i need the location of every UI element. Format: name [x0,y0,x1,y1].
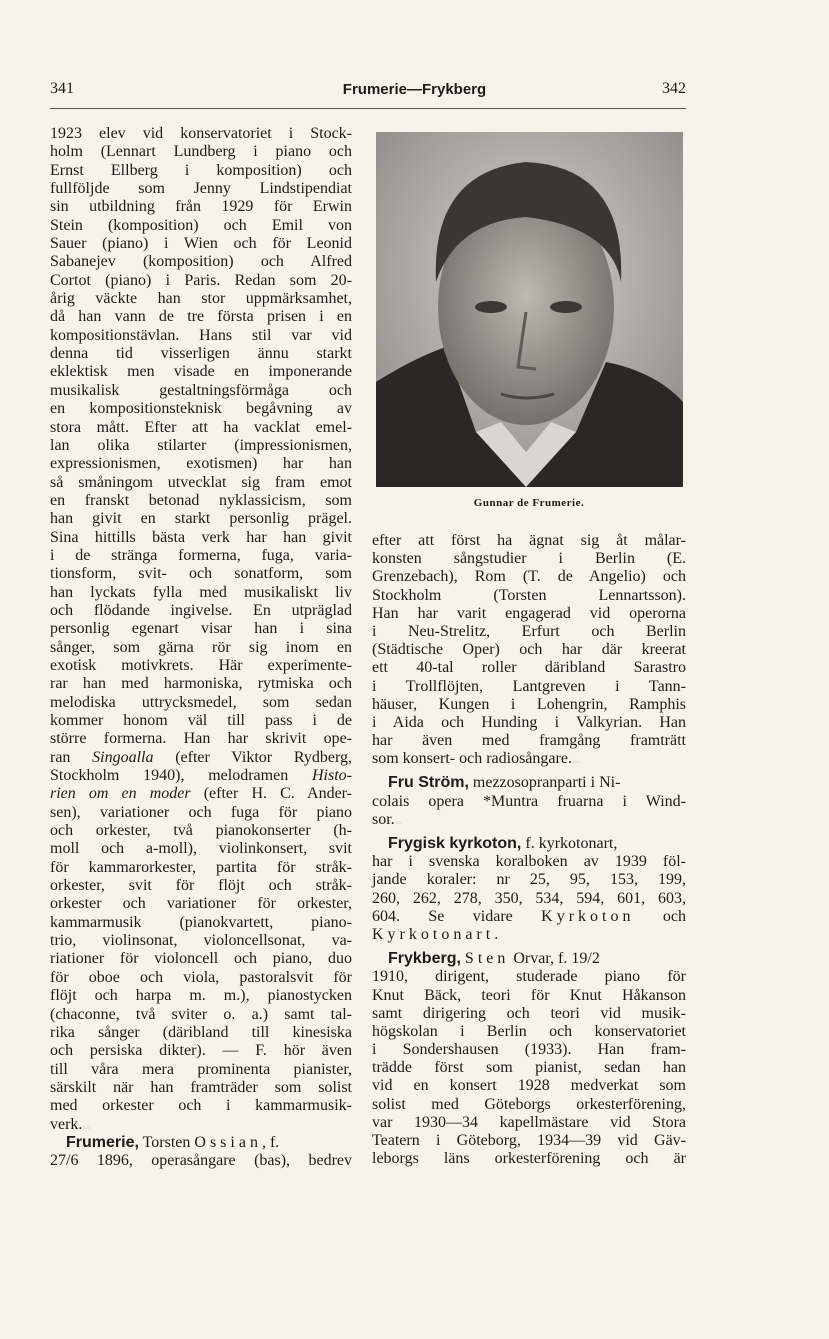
text-line: trio, violinsonat, violoncellsonat, va- [50,932,352,950]
text-line [372,926,686,944]
right-column [372,532,686,1168]
spaced-name: Ossian [194,1133,262,1151]
text-line: till våra mera prominenta pianister, [50,1060,352,1078]
italic-title: rien om en moder [50,785,191,803]
paragraph-end-marker: |last [82,1125,91,1131]
text-line: som konsert- och radiosångare.|last [372,750,580,768]
text-line: och flödande ingivelse. En utpräglad [50,601,352,619]
text-line: musikalisk gestaltningsförmåga och [50,381,352,399]
text-line: verk.|last [50,1115,91,1133]
text-line: fullföljde som Jenny Lindstipendiat [50,180,352,198]
text-line: flöjt och harpa m. m.), pianostycken [50,987,352,1005]
text-line: exotisk motivkrets. Här experimente- [50,656,352,674]
left-column [50,125,352,1171]
text-line: lan olika stilarter (impressionismen, [50,436,352,454]
entry-headword: Fru Ström, [388,774,469,792]
portrait-photo [376,132,683,487]
entry-headword: Frumerie, [66,1133,139,1151]
text-line: tionsform, svit- och sonatform, som [50,565,352,583]
text-segment: (efter H. C. Ander- [190,785,353,803]
text-line: holm (Lennart Lundberg i piano och [50,143,352,161]
text-line: och orkester, två pianokonserter (h- [50,822,352,840]
spaced-name: Sten [464,950,510,968]
text-line: eklektisk men visade en imponerande [50,363,352,381]
text-line: med orkester och i kammarmusik- [50,1097,352,1115]
text-line: 260, 262, 278, 350, 534, 594, 601, 603, [372,889,686,907]
text-line: större formerna. Han har skrivit ope- [50,730,352,748]
left-page-number: 341 [50,80,74,97]
text-line: leborgs läns orkesterförening och är [372,1150,686,1168]
text-line: och persiska dikter). — F. hör även [50,1042,352,1060]
text-line: orkester och variationer för orkester, [50,895,352,913]
text-line: Teatern i Göteborg, 1934—39 vid Gäv- [372,1132,686,1149]
text-line: personlig egenart visar han i sina [50,620,352,638]
text-line: kompositionstävlan. Hans stil var vid [50,326,352,344]
text-line: då han vann de tre första prisen i en [50,308,352,326]
text-line: Sauer (piano) i Wien och för Leonid [50,235,352,253]
text-line [372,908,686,926]
text-line: årig väckte han stor uppmärksamhet, [50,290,352,308]
paragraph-end-marker: |last [394,820,403,826]
text-line: Grenzebach), Rom (T. de Angelio) och [372,568,686,586]
text-segment: 604. Se vidare [372,907,542,925]
text-line: colais opera *Muntra fruarna i Wind- [372,792,686,810]
running-head-title: Frumerie—Frykberg [342,81,487,98]
entry-headword: Frykberg, [388,950,461,968]
text-line: 1910, dirigent, studerade piano för [372,968,686,986]
text-segment: mezzosopranparti i Ni- [468,774,621,792]
text-line: orkester, svit för flöjt och stråk- [50,877,352,895]
text-segment: f. kyrkotonart, [521,835,618,852]
text-line: Sina hittills bästa verk har han givit [50,528,352,546]
text-segment: (efter Viktor Rydberg, [153,748,352,766]
text-line: moll och a-moll), violinkonsert, svit [50,840,352,858]
text-line: Stein (komposition) och Emil von [50,216,352,234]
text-line: stora mått. Efter att ha vacklat emel- [50,418,352,436]
entry-headword: Frygisk kyrkoton, [388,835,522,852]
italic-title: Histo- [312,767,352,785]
right-page-number: 342 [662,80,686,97]
text-line: i Neu-Strelitz, Erfurt och Berlin [372,622,686,640]
text-line: vid en konsert 1928 medverkat som [372,1077,686,1095]
text-line: konsten sångstudier i Berlin (E. [372,550,686,568]
text-line: i Trollflöjten, Lantgreven i Tann- [372,677,686,695]
text-segment: Stockholm 1940), melodramen [50,767,312,785]
text-line: sånger, som gärna rör sig inom en [50,638,352,656]
text-line: 1923 elev vid konservatoriet i Stock- [50,125,352,142]
spaced-name: Kyrkotonart [372,925,495,943]
text-line: denna tid visserligen ännu starkt [50,345,352,363]
paragraph-end-marker: |last [571,760,580,766]
text-line: en kompositionsteknisk begåvning av [50,400,352,418]
text-segment: Torsten [138,1133,195,1151]
text-line: högskolan i Berlin och konservatoriet [372,1022,686,1040]
text-line [50,749,352,767]
text-line: expressionismen, exotismen) har han [50,455,352,473]
text-line: riationer för violoncell och piano, duo [50,950,352,968]
text-line [372,774,686,792]
text-line: Knut Bäck, teori för Knut Håkanson [372,986,686,1004]
header-rule [50,108,686,109]
text-line: Ernst Ellberg i komposition) och [50,161,352,179]
text-line: (Städtische Oper) och har där kreerat [372,641,686,659]
text-line: i Aida och Hunding i Valkyrian. Han [372,713,686,731]
text-line: i Sondershausen (1933). Han fram- [372,1041,686,1059]
text-line: har även med framgång framträtt [372,732,686,750]
text-line: 27/6 1896, operasångare (bas), bedrev [50,1152,352,1170]
text-line [372,835,686,853]
text-line: kammarmusik (pianokvartett, piano- [50,913,352,931]
text-line: Han har varit engagerad vid operorna [372,604,686,622]
text-line: häuser, Kungen i Lohengrin, Ramphis [372,695,686,713]
text-line: var 1930—34 kapellmästare vid Stora [372,1113,686,1131]
photo-caption: Gunnar de Frumerie. [473,497,585,509]
text-line: för oboe och viola, pastoralsvit för [50,968,352,986]
text-line: sen), variationer och fuga för piano [50,803,352,821]
text-line: efter att först ha ägnat sig åt målar- [372,532,686,549]
text-line: jande koraler: nr 25, 95, 153, 199, [372,871,686,889]
text-segment: Orvar, f. 19/2 [509,950,600,968]
text-line: rar han med harmoniska, rytmiska och [50,675,352,693]
text-line: sor.|last [372,810,403,828]
text-line: samt dirigering och teori vid musik- [372,1004,686,1022]
text-line: för kammarorkester, partita för stråk- [50,858,352,876]
text-line: sin utbildning från 1929 för Erwin [50,198,352,216]
text-segment: , f. [261,1133,280,1151]
spaced-name: Kyrkoton [541,907,635,925]
text-line: kommer honom väl till pass i de [50,712,352,729]
text-line: solist med Göteborgs orkesterförening, [372,1095,686,1113]
italic-title: Singoalla [92,748,154,766]
text-line: han lyckats fylla med musikaliskt liv [50,583,352,601]
text-line: han givit en starkt personlig prägel. [50,510,352,528]
text-line: i de stränga formerna, fuga, varia- [50,546,352,564]
text-line: har i svenska koralboken av 1939 föl- [372,853,686,871]
text-line [50,1134,352,1152]
text-line: en franskt betonad nyklassicism, som [50,491,352,509]
text-line: särskilt när han framträder som solist [50,1078,352,1096]
text-line: Stockholm (Torsten Lennartsson). [372,586,686,604]
text-line [372,950,686,968]
text-segment: . [494,925,499,943]
text-line: ett 40-tal roller däribland Sarastro [372,659,686,677]
text-line: så småningom utvecklat sig fram emot [50,473,352,491]
text-line: Cortot (piano) i Paris. Redan som 20- [50,271,352,289]
text-line: melodiska uttrycksmedel, som sedan [50,693,352,711]
text-line: (chaconne, två sviter o. a.) samt tal- [50,1005,352,1023]
text-line [50,785,352,803]
text-line [50,767,352,785]
text-line: rika sånger (däribland till kinesiska [50,1023,352,1041]
text-segment: och [634,907,686,925]
text-segment: ran [50,748,93,766]
text-line: Sabanejev (komposition) och Alfred [50,253,352,271]
text-line: trädde först som pianist, sedan han [372,1059,686,1077]
